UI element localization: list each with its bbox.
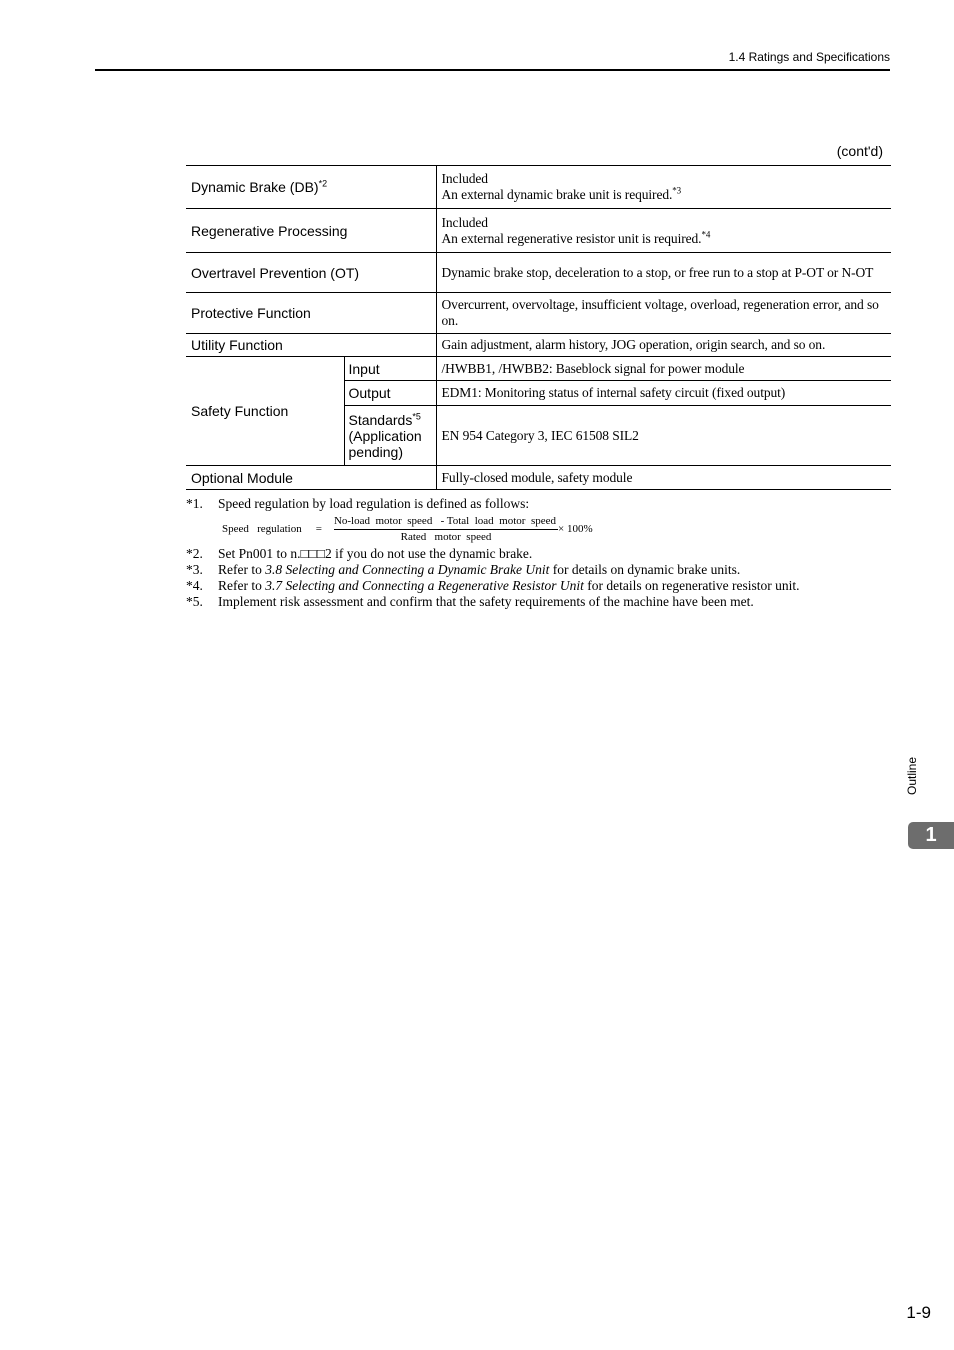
table-row: Dynamic Brake (DB)$^{*2}$ Included An external dynamic brake unit is required.$^{*3}$ [186,166,891,209]
footnote: *2. Set Pn001 to n.□□□2 if you do not use the dynamic brake. [186,546,533,561]
sub-label: Input [344,357,436,381]
row-value: Fully-closed module, safety module [436,466,891,490]
row-label: Protective Function [186,293,436,334]
row-value: EDM1: Monitoring status of internal safety circuit (fixed output) [436,381,891,406]
table-row: Standards$^{*5}$ (Application pending) EN 954 Category 3, IEC 61508 SIL2 [186,406,891,466]
sub-label: Standards [348,411,413,428]
table-row: Regenerative Processing Included An external regenerative resistor unit is required.$^{*4}$ [186,209,891,253]
cross-reference: 3.7 Selecting and Connecting a Regenerative Resistor Unit [265,578,584,593]
footnote: *1. Speed regulation by load regulation is defined as follows: [186,496,530,511]
cross-reference: 3.8 Selecting and Connecting a Dynamic Brake Unit [265,562,550,577]
chapter-tab: 1 [908,822,954,849]
footnote: *5. Implement risk assessment and confirm that the safety requirements of the machine have been met. [186,594,754,609]
running-header: 1.4 Ratings and Specifications [728,50,890,64]
row-label: Optional Module [186,466,436,490]
header-rule [95,69,890,71]
fraction: $\frac{\text{No-load motor speed - Total load motor speed}}{\text{Rated motor speed}}$ [333,515,556,543]
row-value: EN 954 Category 3, IEC 61508 SIL2 [436,406,891,466]
page-number: 1-9 [906,1303,931,1322]
row-value: Overcurrent, overvoltage, insufficient voltage, overload, regeneration error, and so on. [436,293,891,334]
row-value: Gain adjustment, alarm history, JOG operation, origin search, and so on. [436,334,891,357]
table-row [186,293,891,334]
speed-regulation-formula: Speed regulation = $\frac{\text{No-load motor speed - Total load motor speed}}{\text{Rated motor speed}}$ × 100% [222,515,593,543]
footnote: *4. Refer to 3.7 Selecting and Connecting a Regenerative Resistor Unit for details on regenerative resistor unit. [186,578,800,593]
specifications-table [186,165,891,490]
sub-label: Output [344,381,436,406]
table-row [186,253,891,293]
row-label: Dynamic Brake (DB) [191,179,319,195]
continued-label: (cont'd) [836,143,883,159]
row-value: /HWBB1, /HWBB2: Baseblock signal for power module [436,357,891,381]
row-value: Dynamic brake stop, deceleration to a stop, or free run to a stop at P-OT or N-OT [436,253,891,293]
chapter-side-label: Outline [905,756,919,795]
footnote: *3. Refer to 3.8 Selecting and Connecting a Dynamic Brake Unit for details on dynamic brake units. [186,562,741,577]
page-body [186,165,891,610]
row-label: Overtravel Prevention (OT) [186,253,436,293]
row-label: Regenerative Processing [186,209,436,253]
footnotes [186,496,891,610]
table-row [186,334,891,357]
row-label: Safety Function [186,357,344,466]
table-row [186,466,891,490]
row-label: Utility Function [186,334,436,357]
table-row [186,357,891,381]
